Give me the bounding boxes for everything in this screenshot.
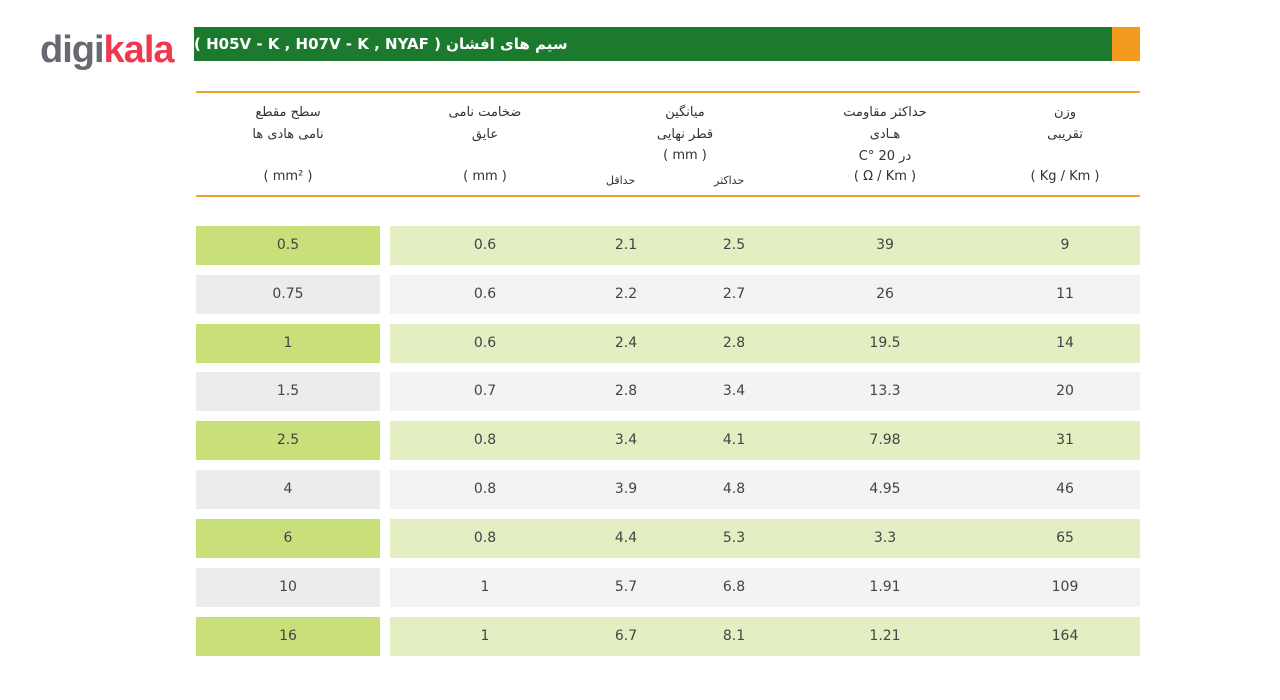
cell-resistance: 4.95 xyxy=(869,481,901,497)
header-ins-unit: ( mm ) xyxy=(463,169,507,184)
cell-weight: 65 xyxy=(1056,530,1074,546)
cell-weight: 11 xyxy=(1056,286,1074,302)
table-row xyxy=(196,421,1140,460)
cell-dia-max: 8.1 xyxy=(722,628,746,644)
header-area-unit: ( mm² ) xyxy=(263,169,313,184)
header-dia-unit: ( mm ) xyxy=(663,148,707,163)
cell-dia-min: 2.4 xyxy=(614,335,638,351)
cell-resistance: 13.3 xyxy=(869,383,901,399)
cell-resistance: 3.3 xyxy=(873,530,897,546)
header-area-line1: سطح مقطع xyxy=(255,105,321,120)
cell-insulation: 0.8 xyxy=(473,481,497,497)
header-dia-max: حداکثر xyxy=(714,174,745,187)
header-res-line1: حداکثر مقاومت xyxy=(843,105,927,120)
table-row xyxy=(196,519,1140,558)
header-weight xyxy=(990,102,1140,146)
header-area-line2: نامی هادی ها xyxy=(252,127,324,142)
table-row xyxy=(196,275,1140,314)
cell-area: 10 xyxy=(279,579,297,595)
cell-dia-max: 2.8 xyxy=(722,335,746,351)
header-res-line3: در 20 °C xyxy=(858,149,912,164)
cell-dia-min: 2.8 xyxy=(614,383,638,399)
table-row xyxy=(196,226,1140,265)
cell-insulation: 1 xyxy=(480,579,490,595)
cell-dia-min: 6.7 xyxy=(614,628,638,644)
cell-dia-min: 4.4 xyxy=(614,530,638,546)
table-title: سیم های افشان ( H05V - K , H07V - K , NYAF ) xyxy=(194,35,568,53)
cell-dia-max: 4.8 xyxy=(722,481,746,497)
cell-dia-max: 2.5 xyxy=(722,237,746,253)
cell-area: 0.5 xyxy=(276,237,300,253)
cell-area: 6 xyxy=(283,530,293,546)
cell-area: 16 xyxy=(279,628,297,644)
cell-resistance: 1.21 xyxy=(869,628,901,644)
cell-insulation: 0.8 xyxy=(473,530,497,546)
logo-part-kala: kala xyxy=(103,29,174,71)
cell-weight: 9 xyxy=(1060,237,1070,253)
cell-resistance: 39 xyxy=(876,237,894,253)
cell-area: 4 xyxy=(283,481,293,497)
header-dia-line2: قطر نهایی xyxy=(656,127,714,142)
header-insulation xyxy=(390,102,580,146)
header-wt-line1: وزن xyxy=(1053,105,1077,120)
cell-insulation: 0.7 xyxy=(473,383,497,399)
cell-insulation: 0.6 xyxy=(473,335,497,351)
header-wt-unit: ( Kg / Km ) xyxy=(1030,169,1100,184)
cell-dia-min: 2.1 xyxy=(614,237,638,253)
cell-insulation: 0.8 xyxy=(473,432,497,448)
cell-area: 0.75 xyxy=(272,286,304,302)
table-row xyxy=(196,617,1140,656)
table-row xyxy=(196,470,1140,509)
table-row xyxy=(196,372,1140,411)
title-accent-block xyxy=(1112,27,1140,61)
cell-resistance: 1.91 xyxy=(869,579,901,595)
cell-dia-min: 3.9 xyxy=(614,481,638,497)
cell-weight: 20 xyxy=(1056,383,1074,399)
header-ins-line1: ضخامت نامی xyxy=(448,105,522,120)
header-resistance xyxy=(790,102,980,146)
cell-weight: 164 xyxy=(1051,628,1079,644)
header-dia-line1: میانگین xyxy=(665,105,705,120)
table-row xyxy=(196,324,1140,363)
cell-dia-max: 2.7 xyxy=(722,286,746,302)
cell-resistance: 7.98 xyxy=(869,432,901,448)
logo-part-digi: digi xyxy=(40,29,104,71)
header-res-line2: هـادی xyxy=(869,127,901,142)
cell-area: 1 xyxy=(283,335,293,351)
cell-dia-max: 5.3 xyxy=(722,530,746,546)
cell-insulation: 0.6 xyxy=(473,286,497,302)
table-row xyxy=(196,568,1140,607)
cell-weight: 46 xyxy=(1056,481,1074,497)
header-ins-line2: عایق xyxy=(471,127,499,142)
cell-weight: 14 xyxy=(1056,335,1074,351)
header-top-rule xyxy=(196,91,1140,93)
cell-dia-min: 5.7 xyxy=(614,579,638,595)
cell-area: 1.5 xyxy=(276,383,300,399)
cell-dia-max: 4.1 xyxy=(722,432,746,448)
header-diameter xyxy=(590,102,780,146)
digikala-logo xyxy=(40,26,174,74)
cell-dia-min: 3.4 xyxy=(614,432,638,448)
cell-dia-max: 3.4 xyxy=(722,383,746,399)
cell-area: 2.5 xyxy=(276,432,300,448)
cell-insulation: 0.6 xyxy=(473,237,497,253)
cell-insulation: 1 xyxy=(480,628,490,644)
cell-dia-min: 2.2 xyxy=(614,286,638,302)
header-dia-min: حداقل xyxy=(606,174,636,187)
cell-weight: 109 xyxy=(1051,579,1079,595)
header-bottom-rule xyxy=(196,195,1140,197)
cell-dia-max: 6.8 xyxy=(722,579,746,595)
header-wt-line2: تقریبی xyxy=(1047,127,1083,142)
cell-weight: 31 xyxy=(1056,432,1074,448)
header-conductor-area xyxy=(196,102,380,146)
cell-resistance: 19.5 xyxy=(869,335,901,351)
cell-resistance: 26 xyxy=(876,286,894,302)
header-res-unit: ( Ω / Km ) xyxy=(853,169,917,184)
table-title-bar xyxy=(194,27,1112,61)
